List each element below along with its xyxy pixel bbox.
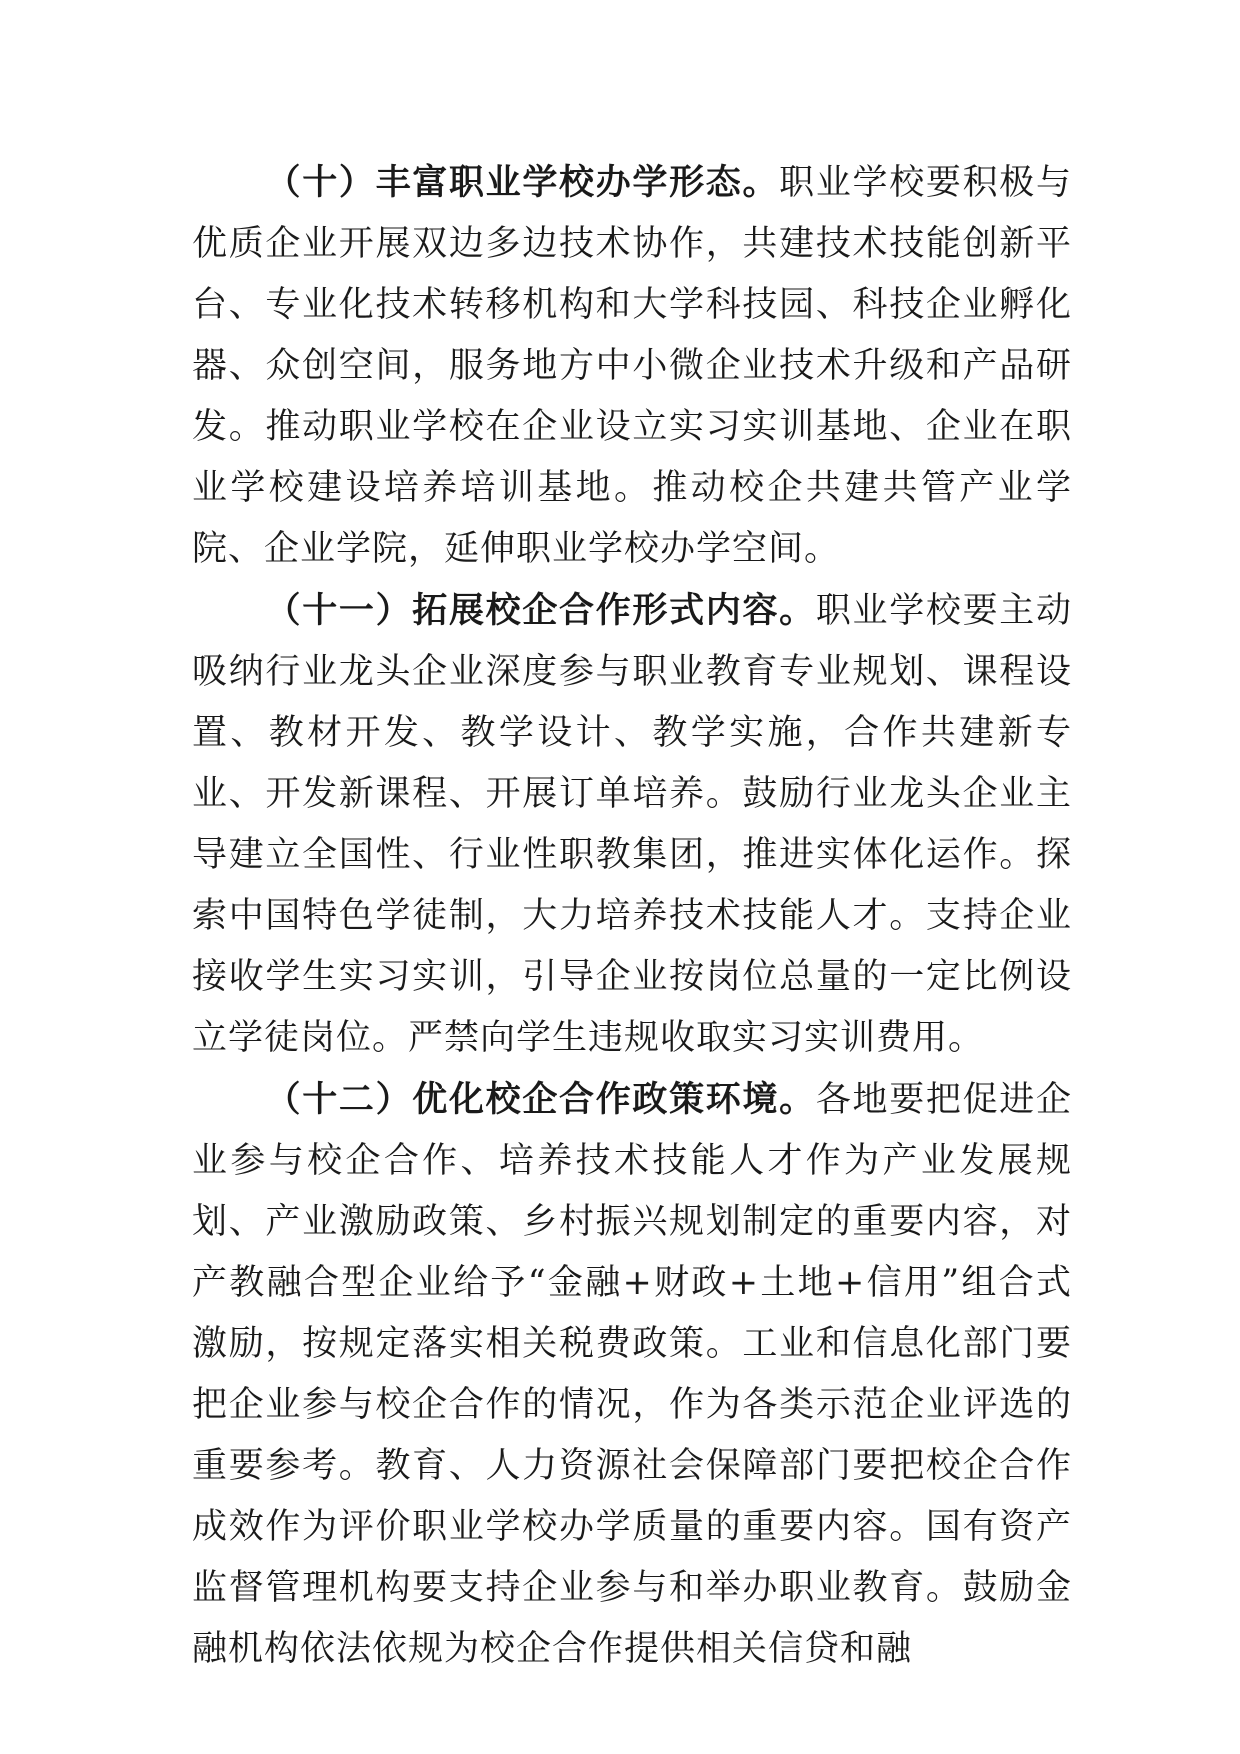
paragraph-10-text: 职业学校要积极与优质企业开展双边多边技术协作，共建技术技能创新平台、专业化技术转移机构和大学科技园、科技企业孵化器、众创空间，服务地方中小微企业技术升级和产品研发。推动职业学校在企业设立实习实训基地、企业在职业学校建设培养培训基地。推动校企共建共管产业学院、企业学院，延伸职业学校办学空间。: [192, 163, 1072, 569]
paragraph-12-text: 各地要把促进企业参与校企合作、培养技术技能人才作为产业发展规划、产业激励政策、乡村振兴规划制定的重要内容，对产教融合型企业给予“金融+财政+土地+信用”组合式激励，按规定落实相关税费政策。工业和信息化部门要把企业参与校企合作的情况，作为各类示范企业评选的重要参考。教育、人力资源社会保障部门要把校企合作成效作为评价职业学校办学质量的重要内容。国有资产监督管理机构要支持企业参与和举办职业教育。鼓励金融机构依法依规为校企合作提供相关信贷和融: [192, 1080, 1072, 1669]
paragraph-11-heading: （十一）拓展校企合作形式内容。: [265, 590, 816, 631]
paragraph-11: [192, 580, 1072, 1069]
paragraph-12-heading: （十二）优化校企合作政策环境。: [265, 1079, 816, 1120]
paragraph-10: [192, 152, 1072, 580]
document-body: [192, 152, 1072, 1680]
paragraph-12: [192, 1069, 1072, 1680]
paragraph-11-text: 职业学校要主动吸纳行业龙头企业深度参与职业教育专业规划、课程设置、教材开发、教学设计、教学实施，合作共建新专业、开发新课程、开展订单培养。鼓励行业龙头企业主导建立全国性、行业性职教集团，推进实体化运作。探索中国特色学徒制，大力培养技术技能人才。支持企业接收学生实习实训，引导企业按岗位总量的一定比例设立学徒岗位。严禁向学生违规收取实习实训费用。: [192, 591, 1072, 1058]
paragraph-10-heading: （十）丰富职业学校办学形态。: [265, 162, 780, 203]
